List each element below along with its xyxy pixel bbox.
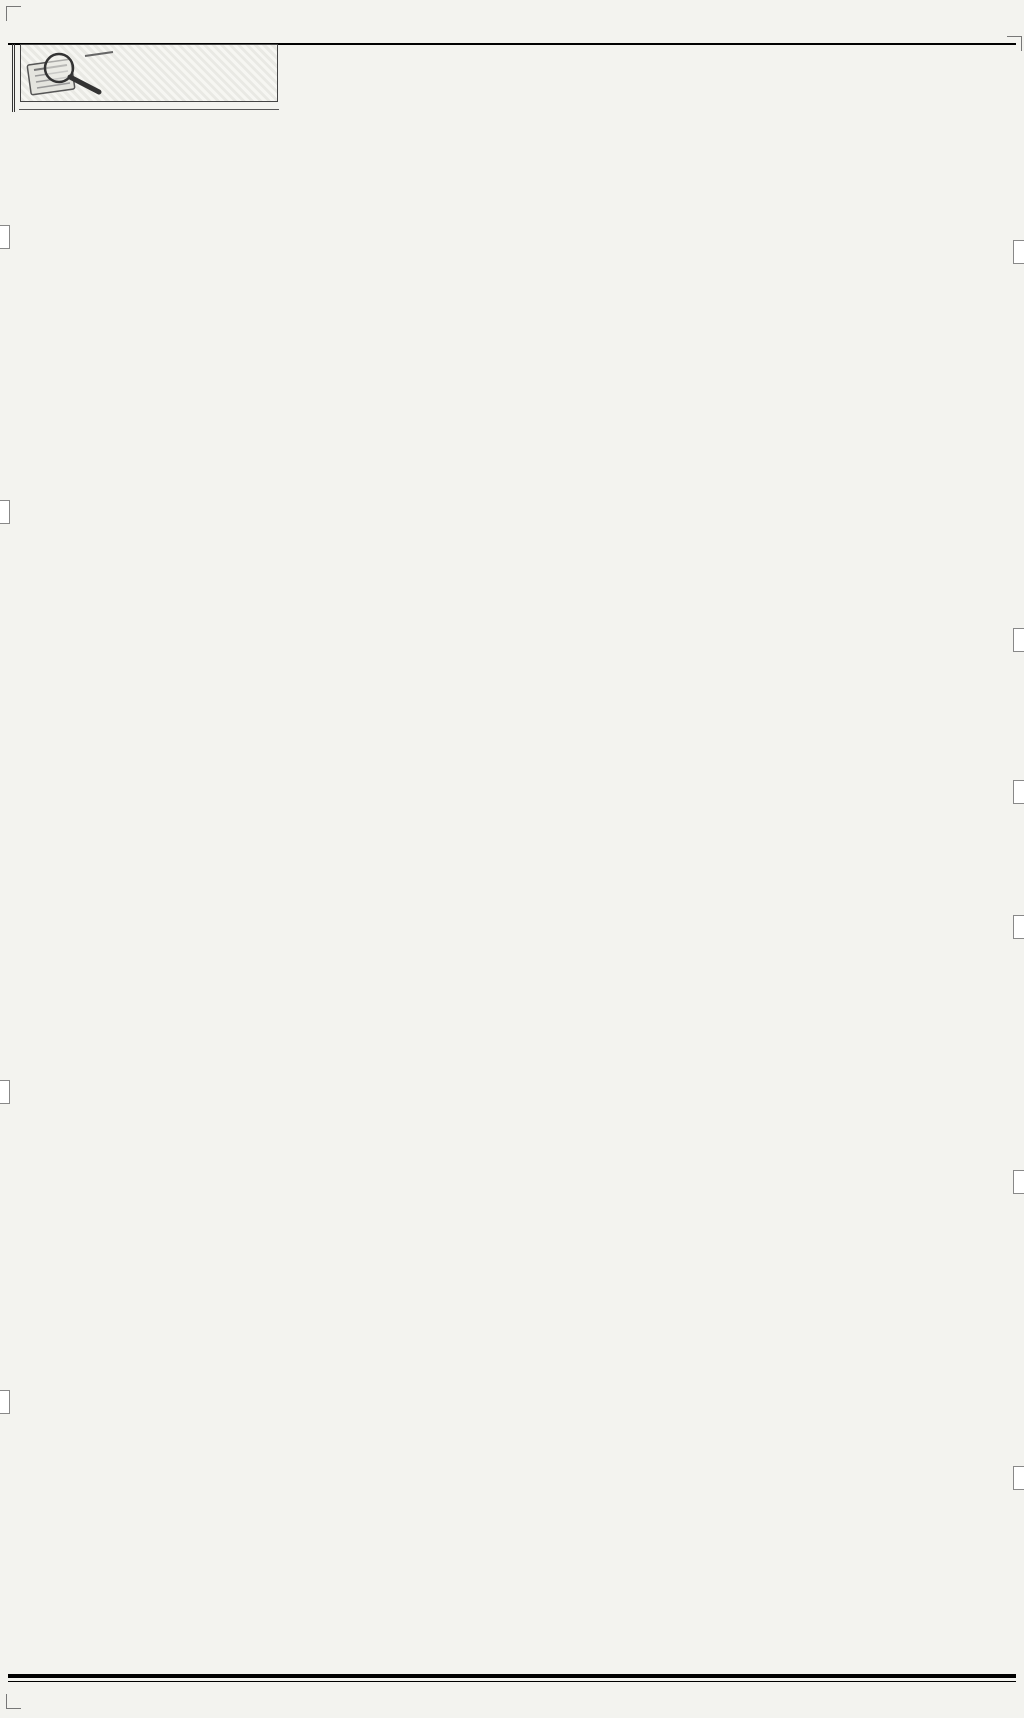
registration-box-icon: [0, 225, 10, 249]
bottom-rule: [8, 1674, 1016, 1678]
magnifier-newspaper-icon: [25, 48, 117, 98]
registration-box-icon: [0, 1080, 10, 1104]
page-content: [8, 44, 1016, 112]
registration-box-icon: [1013, 1466, 1024, 1490]
classified-intro-text: [19, 105, 279, 110]
registration-box-icon: [1013, 628, 1024, 652]
classified-section: [12, 44, 279, 112]
registration-box-icon: [0, 1390, 10, 1414]
registration-box-icon: [1013, 915, 1024, 939]
masthead: [8, 26, 1016, 45]
registration-mark-icon: [6, 1694, 21, 1709]
registration-mark-icon: [6, 6, 21, 21]
registration-box-icon: [1013, 780, 1024, 804]
registration-box-icon: [0, 500, 10, 524]
bottom-rule-thin: [8, 1681, 1016, 1682]
classified-logo: [20, 44, 278, 102]
registration-box-icon: [1013, 1170, 1024, 1194]
registration-box-icon: [1013, 240, 1024, 264]
